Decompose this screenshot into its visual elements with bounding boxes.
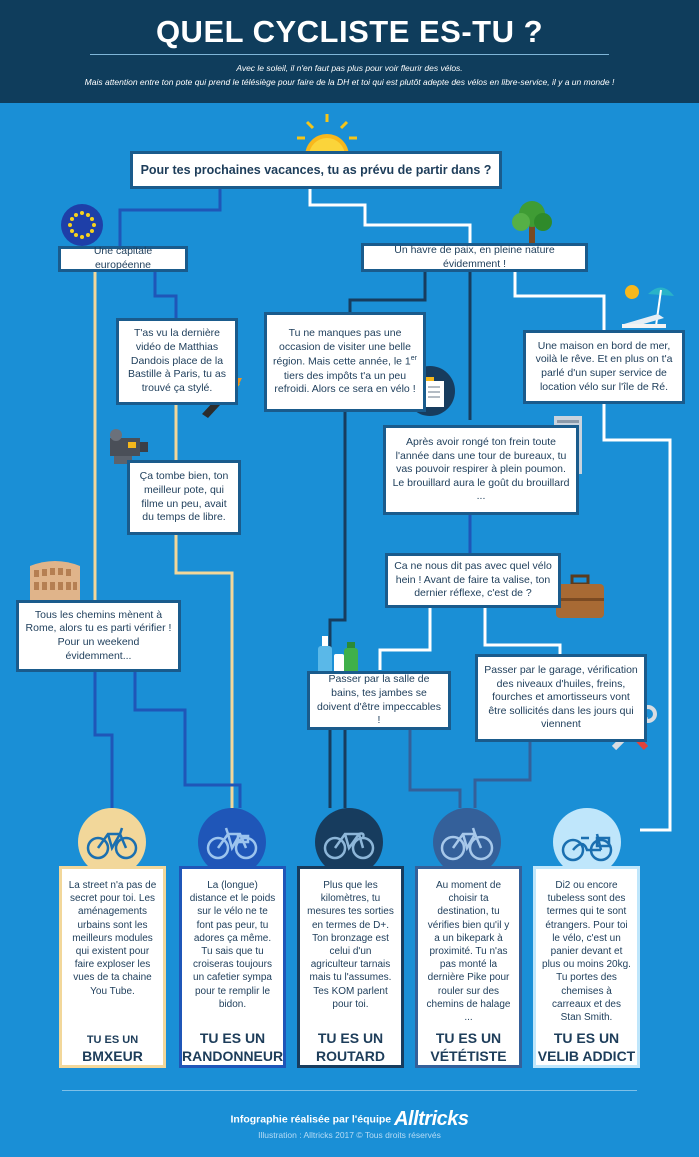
step-garage-text: Passer par le garage, vérification des niveaux d'huiles, freins, fourches et amortisseurs vont être sollicités dans les jours qui viennent [484, 663, 638, 731]
result-vtt-name: VÉTÉTISTE [430, 1048, 507, 1064]
step-suitcase-text: Ca ne nous dit pas avec quel vélo hein ! Avant de faire ta valise, ton dernier réflexe, c'est de ? [394, 560, 552, 600]
footer-credit [0, 1108, 699, 1131]
option-nature [361, 243, 588, 272]
result-vtt-desc: Au moment de choisir ta destination, tu vérifies bien qu'il y a un bikepark à proximité. Tu n'as pas monté la dernière Pike pour rouler sur des chemins de halage ... [426, 880, 511, 1023]
line-sea-velib [604, 404, 670, 830]
step-region [264, 312, 426, 412]
line-capital-video [155, 272, 176, 320]
line-region-routard [330, 412, 345, 808]
line-bath-vtt [410, 730, 460, 808]
result-velib-prefix: TU ES UN [553, 1030, 620, 1046]
option-capital-text: Une capitale européenne [93, 245, 153, 271]
footer-credit-text: Infographie réalisée par l'équipe [230, 1113, 392, 1126]
result-card-vtt [415, 866, 522, 1068]
step-sea-text: Une maison en bord de mer, voilà le rêve. Et en plus on t'a parlé d'un super service de location vélo sur l'île de Ré. [535, 339, 673, 393]
step-friend-text: Ça tombe bien, ton meilleur pote, qui filme un peu, avait du temps de libre. [139, 470, 229, 524]
line-nature-sea [515, 272, 604, 330]
result-bmx-name: BMXEUR [82, 1048, 143, 1064]
result-velib-name: VELIB ADDICT [537, 1048, 636, 1064]
step-rome-text: Tous les chemins mènent à Rome, alors tu es parti vérifier ! Pour un weekend évidemment... [25, 608, 172, 662]
step-office-text: Après avoir rongé ton frein toute l'année dans une tour de bureaux, tu vas pouvoir respirer à plein poumon. Le brouillard aura le goût du brouillard ... [392, 435, 570, 503]
step-bathroom-text: Passer par la salle de bains, tes jambes se doivent d'être impeccables ! [317, 673, 441, 727]
step-garage [475, 654, 647, 742]
step-video-text: T'as vu la dernière vidéo de Matthias Dandois place de la Bastille à Paris, tu as trouvé ça stylé. [127, 327, 227, 394]
step-suitcase [385, 553, 561, 608]
beach-icon [618, 280, 676, 330]
sun-icon [295, 112, 359, 156]
step-office [383, 425, 579, 515]
result-routard-prefix: TU ES UN [317, 1030, 384, 1046]
result-routard-name: ROUTARD [316, 1048, 385, 1064]
option-capital [58, 246, 188, 272]
subtitle-line-2: Mais attention entre ton pote qui prend le télésiège pour faire de la DH et toi qui est plutôt adepte des vélos en libre-service, il y a un monde ! [84, 77, 615, 87]
line-question-nature [310, 189, 470, 245]
result-routard-desc: Plus que les kilomètres, tu mesures tes sorties en termes de D+. Ton bronzage est celui d'un agriculteur tarnais mais tu l'assumes. Tes KOM parlent pour toi. [307, 880, 394, 1010]
result-card-routard [297, 866, 404, 1068]
step-video [116, 318, 238, 405]
line-suitcase-bath [380, 608, 430, 670]
result-vtt-prefix: TU ES UN [435, 1030, 502, 1046]
step-bathroom [307, 671, 451, 730]
step-rome [16, 600, 181, 672]
result-card-bmx [59, 866, 166, 1068]
brand-logo: Alltricks [394, 1108, 469, 1130]
line-rome-bmx [95, 672, 112, 808]
result-card-rando [179, 866, 286, 1068]
step-sea [523, 330, 685, 404]
step-region-text: Tu ne manques pas une occasion de visiter une belle région. Mais cette année, le 1er tiers des impôts t'a un peu refroidi. Alors ce sera en vélo ! [273, 327, 417, 396]
main-question-text: Pour tes prochaines vacances, tu as prévu de partir dans ? [140, 162, 492, 177]
result-rando-desc: La (longue) distance et le poids sur le vélo ne te font pas peur, tu adores ça même. Tu sais que tu croiseras toujours un cafetier sympa pour te remplir le bidon. [189, 880, 276, 1010]
result-card-velib [533, 866, 640, 1068]
result-rando-prefix: TU ES UN [199, 1030, 266, 1046]
page-title: QUEL CYCLISTE ES-TU ? [155, 14, 544, 49]
main-question [130, 151, 502, 189]
option-nature-text: Un havre de paix, en pleine nature évidemment ! [394, 243, 555, 270]
line-garage-vtt [475, 742, 530, 808]
result-bmx-prefix: TU ES UN [86, 1034, 139, 1046]
footer-copyright: Illustration : Alltricks 2017 © Tous droits réservés [258, 1130, 441, 1140]
result-velib-desc: Di2 ou encore tubeless sont des termes qui te sont étrangers. Pour toi le vélo, c'est un panier devant et plus ou moins 20kg. Tu portes des chemises à carreaux et des Stan Smith. [542, 880, 631, 1023]
step-friend [127, 460, 241, 535]
result-rando-name: RANDONNEUR [182, 1048, 284, 1064]
line-question-capital [120, 189, 220, 248]
result-bmx-desc: La street n'a pas de secret pour toi. Les aménagements urbains sont les meilleurs modules qui existent pour faire exploser les vues de ta chaine You Tube. [68, 880, 157, 997]
footer-divider [62, 1090, 637, 1091]
line-nature-region [350, 272, 425, 312]
colosseum-icon [28, 556, 82, 600]
eu-flag-icon [60, 203, 104, 247]
line-rome-rando2 [135, 672, 240, 808]
line-suitcase-garage [485, 608, 560, 656]
subtitle-line-1: Avec le soleil, il n'en faut pas plus pour voir fleurir des vélos. [236, 63, 463, 73]
